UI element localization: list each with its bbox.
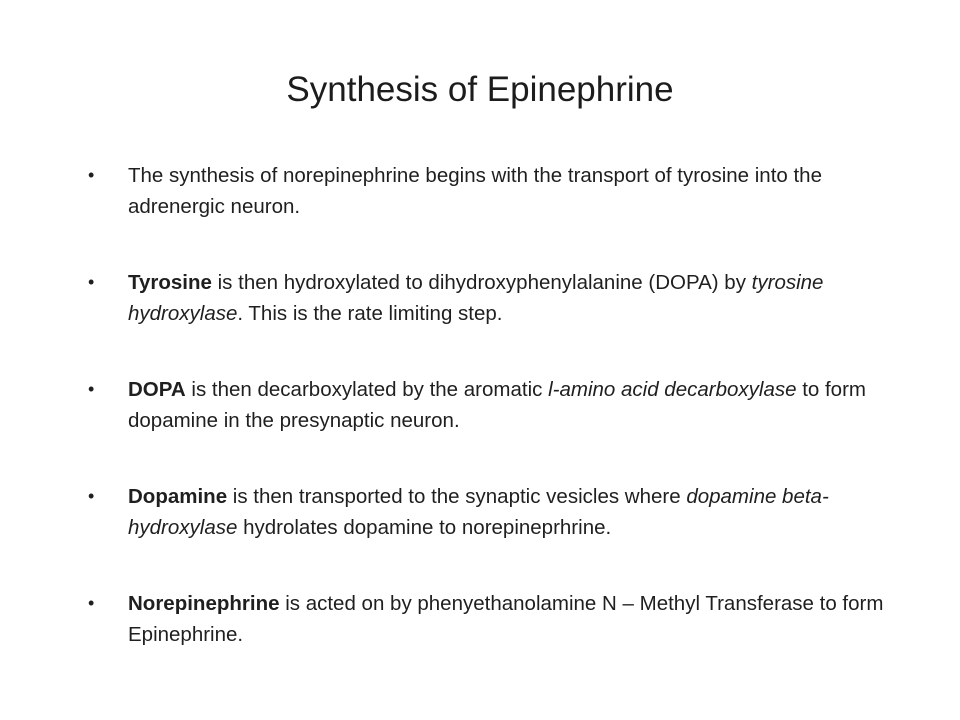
bullet-item (86, 374, 896, 436)
bullet-item (86, 588, 896, 650)
bullet-enzyme-name: tyrosine hydroxylase (128, 271, 824, 325)
bullet-text: is then decarboxylated by the aromatic (185, 378, 549, 401)
bullet-dot-icon: • (88, 379, 95, 399)
bullet-dot-icon: • (88, 272, 95, 292)
bullet-text: is then hydroxylated to dihydroxyphenylalanine (DOPA) by (211, 271, 752, 294)
bullet-bold-term: DOPA (128, 378, 186, 401)
bullet-text: to form dopamine in the presynaptic neuron. (128, 378, 866, 432)
bullet-item (86, 267, 896, 329)
bullet-text: is acted on by phenyethanolamine N – Methyl Transferase to form Epinephrine. (128, 592, 884, 646)
bullet-bold-term: Norepinephrine (128, 592, 280, 615)
bullet-item (86, 160, 896, 222)
bullet-text: is then transported to the synaptic vesicles where (227, 485, 687, 508)
bullet-text: . This is the rate limiting step. (237, 302, 503, 325)
bullet-bold-term: Tyrosine (128, 271, 212, 294)
bullet-dot-icon: • (88, 486, 95, 506)
bullet-enzyme-name: dopamine beta-hydroxylase (128, 485, 829, 539)
bullet-bold-term: Dopamine (128, 485, 228, 508)
bullet-item (86, 481, 896, 543)
bullet-text: The synthesis of norepinephrine begins with the transport of tyrosine into the adrenergic neuron. (128, 164, 822, 218)
bullet-dot-icon: • (88, 165, 95, 185)
bullet-list (86, 160, 896, 695)
bullet-dot-icon: • (88, 593, 95, 613)
bullet-enzyme-name: l-amino acid decarboxylase (548, 378, 797, 401)
slide-title: Synthesis of Epinephrine (286, 70, 674, 109)
bullet-text: hydrolates dopamine to norepineprhrine. (237, 516, 612, 539)
